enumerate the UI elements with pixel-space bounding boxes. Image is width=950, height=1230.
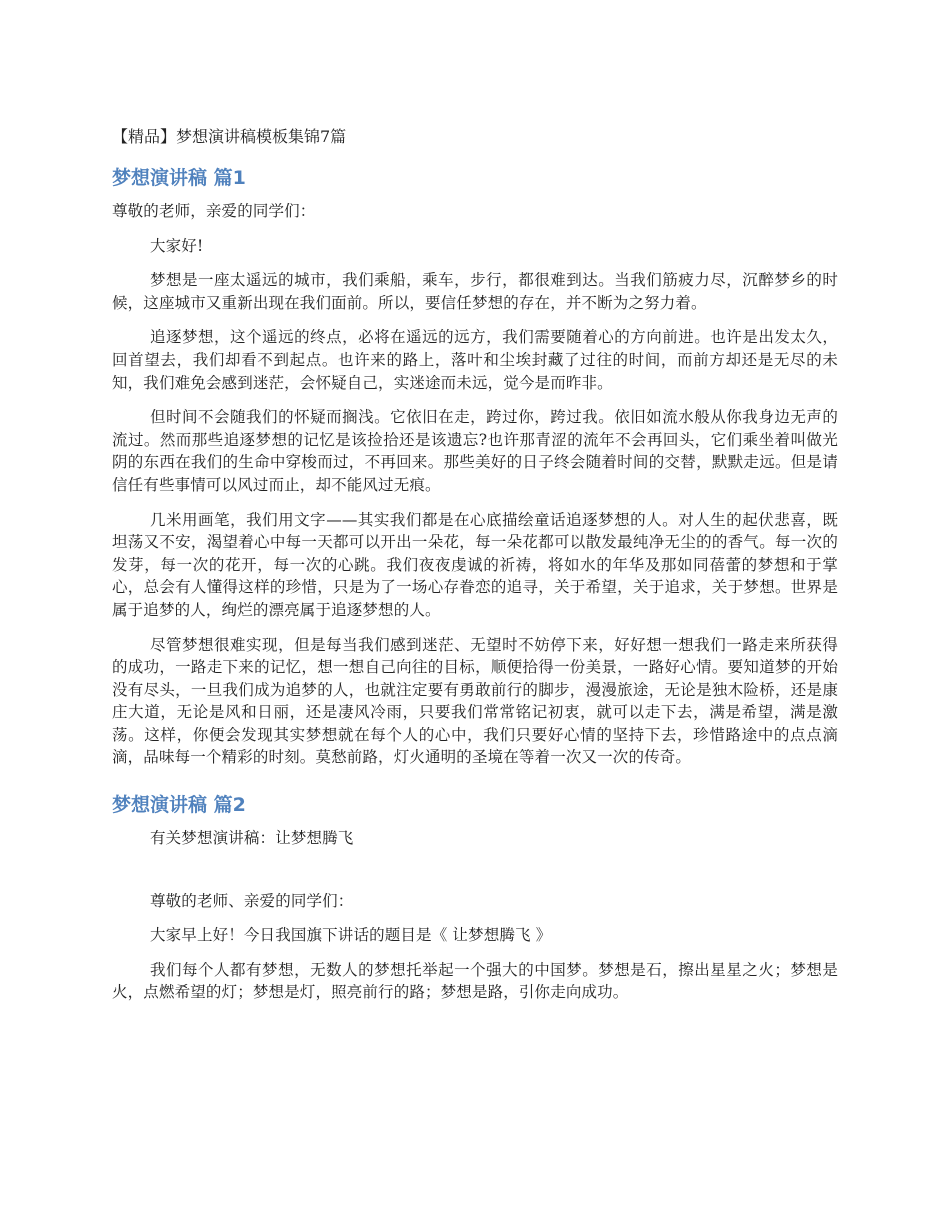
greeting: 大家早上好！今日我国旗下讲话的题目是《 让梦想腾飞 》 [150,926,552,945]
body-paragraph: 尽管梦想很难实现，但是每当我们感到迷茫、无望时不妨停下来，好好想一想我们一路走来所获得的成功，一路走下来的记忆，想一想自己向往的目标，顺便拾得一份美景，一路好心情。要知道梦的开始没有尽头，一旦我们成为追梦的人，也就注定要有勇敢前行的脚步，漫漫旅途，无论是独木险桥，还是康庄大道，无论是风和日丽，还是凄风冷雨，只要我们常常铭记初衷，就可以走下去，满是希望，满是激荡。这样，你便会发现其实梦想就在每个人的心中，我们只要好心情的坚持下去，珍惜路途中的点点滴滴，品味每一个精彩的时刻。莫愁前路，灯火通明的圣境在等着一次又一次的传奇。 [112,635,838,767]
body-paragraph: 几米用画笔，我们用文字——其实我们都是在心底描绘童话追逐梦想的人。对人生的起伏悲喜，既坦荡又不安，渴望着心中每一天都可以开出一朵花，每一朵花都可以散发最纯净无尘的的香气。每一次的发芽，每一次的花开，每一次的心跳。我们夜夜虔诚的祈祷，将如水的年华及那如同蓓蕾的梦想和于掌心，总会有人懂得这样的珍惜，只是为了一场心存眷恋的追寻，关于希望，关于追求，关于梦想。世界是属于追梦的人，绚烂的漂亮属于追逐梦想的人。 [112,510,838,619]
body-paragraph: 追逐梦想，这个遥远的终点，必将在遥远的远方，我们需要随着心的方向前进。也许是出发太久，回首望去，我们却看不到起点。也许来的路上，落叶和尘埃封藏了过往的时间，而前方却还是无尽的未知，我们难免会感到迷茫，会怀疑自己，实迷途而未远，觉今是而昨非。 [112,328,838,392]
document-title: 【精品】梦想演讲稿模板集锦7篇 [112,127,347,146]
speech-subtitle: 有关梦想演讲稿：让梦想腾飞 [150,829,354,848]
section-2 [112,791,838,1004]
body-paragraph: 我们每个人都有梦想，无数人的梦想托举起一个强大的中国梦。梦想是石，擦出星星之火；梦想是火，点燃希望的灯；梦想是灯，照亮前行的路；梦想是路，引你走向成功。 [112,960,838,1002]
salutation: 尊敬的老师、亲爱的同学们： [150,891,354,910]
section-heading: 梦想演讲稿 篇2 [112,794,246,817]
greeting: 大家好! [150,236,204,255]
section-1 [112,164,838,769]
salutation: 尊敬的老师，亲爱的同学们： [112,202,316,220]
section-heading: 梦想演讲稿 篇1 [112,167,246,189]
body-paragraph: 梦想是一座太遥远的城市，我们乘船，乘车，步行，都很难到达。当我们筋疲力尽，沉醉梦乡的时候，这座城市又重新出现在我们面前。所以，要信任梦想的存在，并不断为之努力着。 [112,271,838,312]
body-paragraph: 但时间不会随我们的怀疑而搁浅。它依旧在走，跨过你，跨过我。依旧如流水般从你我身边无声的流过。然而那些追逐梦想的记忆是该捡拾还是该遗忘?也许那青涩的流年不会再回头，它们乘坐着叫做光阴的东西在我们的生命中穿梭而过，不再回来。那些美好的日子终会随着时间的交替，默默走远。但是请信任有些事情可以风过而止，却不能风过无痕。 [112,408,838,494]
